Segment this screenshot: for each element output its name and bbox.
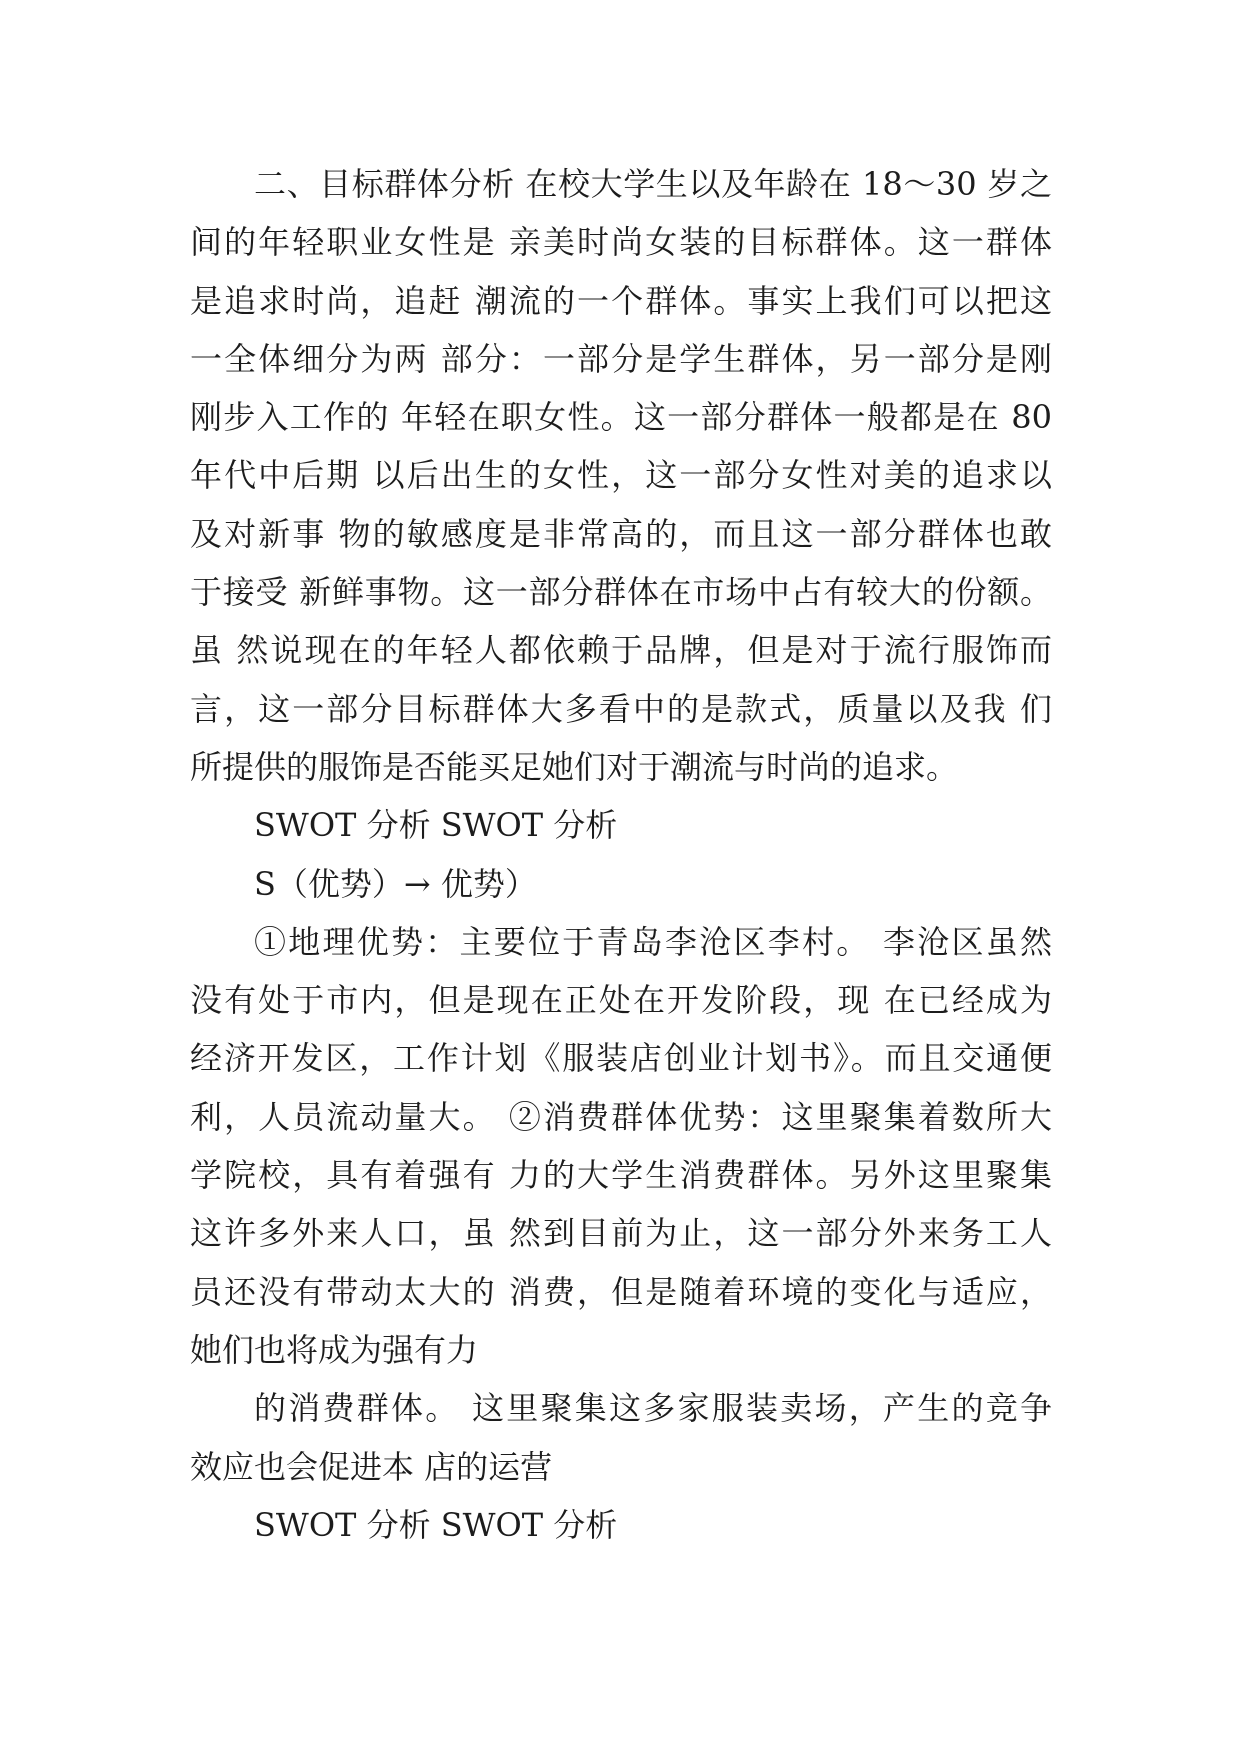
text-line: 这许多外来人口，虽 然到目前为止，这一部分外来务工人 <box>190 1214 1052 1253</box>
text-line: 所提供的服饰是否能买足她们对于潮流与时尚的追求。 <box>190 747 959 786</box>
text-line: 年代中后期 以后出生的女性，这一部分女性对美的追求以 <box>190 456 1052 495</box>
text-line: 她们也将成为强有力 <box>190 1330 479 1369</box>
text-line: 的消费群体。 这里聚集这多家服装卖场，产生的竞争 <box>254 1389 1052 1428</box>
text-line: 员还没有带动太大的 消费，但是随着环境的变化与适应， <box>190 1272 1052 1311</box>
section-heading: S（优势）→ 优势） <box>254 864 537 903</box>
text-line: 一全体细分为两 部分：一部分是学生群体，另一部分是刚 <box>190 339 1052 378</box>
section-heading: SWOT 分析 SWOT 分析 <box>254 806 618 845</box>
text-line: 经济开发区，工作计划《服装店创业计划书》。而且交通便 <box>190 1039 1052 1078</box>
paragraph-target-group <box>190 155 1052 796</box>
text-line: 学院校，具有着强有 力的大学生消费群体。另外这里聚集 <box>190 1156 1052 1195</box>
paragraph-competition <box>190 1379 1052 1496</box>
text-line: 效应也会促进本 店的运营 <box>190 1447 553 1486</box>
text-line: 虽 然说现在的年轻人都依赖于品牌，但是对于流行服饰而 <box>190 631 1052 670</box>
text-line: 间的年轻职业女性是 亲美时尚女装的目标群体。这一群体 <box>190 223 1052 262</box>
text-line: 是追求时尚，追赶 潮流的一个群体。事实上我们可以把这 <box>190 281 1052 320</box>
paragraph-strengths <box>190 913 1052 1379</box>
section-heading: SWOT 分析 SWOT 分析 <box>254 1505 618 1544</box>
text-line: 于接受 新鲜事物。这一部分群体在市场中占有较大的份额。 <box>190 573 1052 612</box>
text-line: 刚步入工作的 年轻在职女性。这一部分群体一般都是在 80 <box>190 398 1052 437</box>
paragraph-swot-heading <box>190 796 1052 854</box>
text-line: 没有处于市内，但是现在正处在开发阶段，现 在已经成为 <box>190 981 1052 1020</box>
text-line: 及对新事 物的敏感度是非常高的，而且这一部分群体也敢 <box>190 514 1052 553</box>
text-line: 利，人员流动量大。 ②消费群体优势：这里聚集着数所大 <box>190 1097 1052 1136</box>
text-line: ①地理优势：主要位于青岛李沧区李村。 李沧区虽然 <box>254 922 1052 961</box>
text-line: 言，这一部分目标群体大多看中的是款式，质量以及我 们 <box>190 689 1052 728</box>
document-body <box>190 155 1052 1554</box>
paragraph-swot-heading-2 <box>190 1496 1052 1554</box>
text-line: 二、目标群体分析 在校大学生以及年龄在 18～30 岁之 <box>254 165 1052 203</box>
paragraph-strengths-heading <box>190 855 1052 913</box>
